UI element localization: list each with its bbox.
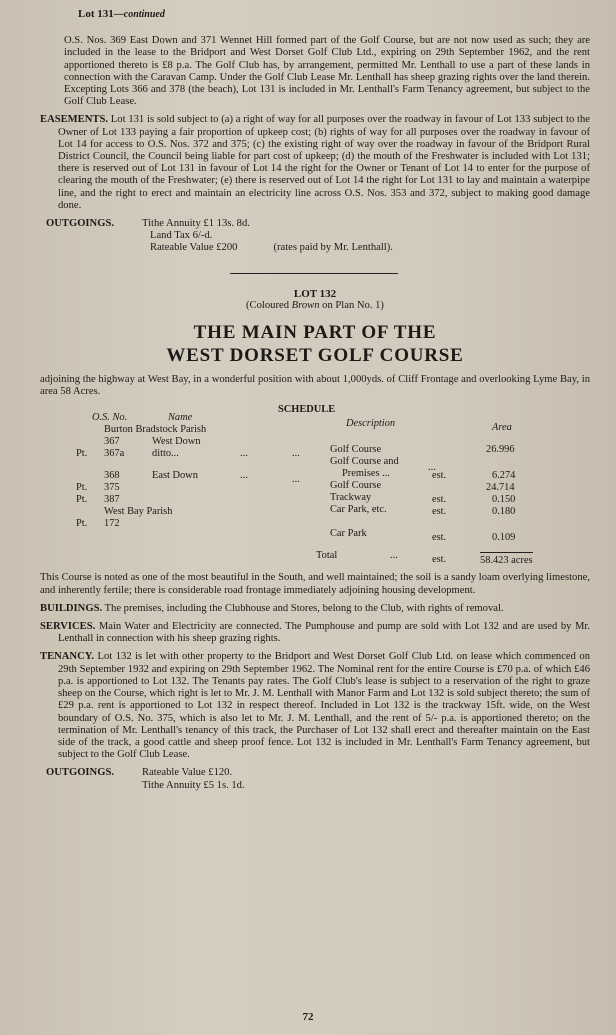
col-area: Area <box>492 422 512 434</box>
description: Golf Course and <box>330 456 399 468</box>
area: 0.180 <box>492 506 516 518</box>
area: 26.996 <box>486 444 515 456</box>
leader-dots: ... <box>428 462 436 474</box>
part-marker: Pt. <box>76 448 88 460</box>
os-no: 172 <box>104 518 120 530</box>
outgoings-lot132: OUTGOINGS. Rateable Value £120. Tithe Annuity £5 1s. 1d. <box>46 767 245 791</box>
field-name: West Down <box>152 436 201 448</box>
col-description: Description <box>346 418 396 430</box>
description: Premises ... <box>342 468 390 480</box>
leader-dots: ... <box>240 448 248 460</box>
part-marker: Pt. <box>76 518 88 530</box>
total-value: 58.423 acres <box>480 552 533 567</box>
area: 24.714 <box>486 482 515 494</box>
schedule-table <box>40 404 590 567</box>
os-no: 387 <box>104 494 120 506</box>
services-paragraph: SERVICES. Main Water and Electricity are connected. The Pumphouse and pump are sold with Lot 132 and are used by Mr. Lenthall in connection with his sheep grazing rights. <box>40 621 590 645</box>
leader-dots: ... <box>240 470 248 482</box>
leader-dots: ... <box>292 448 300 460</box>
part-marker: Pt. <box>76 482 88 494</box>
easements-paragraph: EASEMENTS. Lot 131 is sold subject to (a) a right of way for all purposes over the roadway in favour of Lot 133 subject to the Owner of Lot 133 paying a fair proportion of upkeep cost; (b) rights of way for all purposes over the roadway in favour of Lot 14 for access to O.S. Nos. 372 and 375; (c) the existing right of way over the roadway in favour of the Bridport Rural District Council, the Council being liable for part cost of upkeep; (d) the mouth of the Freshwater is included with Lot 131; there is reserved out of Lot 131 in favour of Lot 14 the right for the Owner or Tenant of Lot 14 to enter for the purpose of clearing the mouth of the Freshwater; (e) there is reserved out of Lot 14 the right for Lot 131 to lay and maintain a waterpipe line, and the right to erect and maintain an electricity line across O.S. Nos. 353 and 372, subject to making good damage done. <box>40 114 590 211</box>
os-no: 367 <box>104 436 120 448</box>
tenancy-paragraph: TENANCY. Lot 132 is let with other property to the Bridport and West Dorset Golf Club Ltd. on lease which commenced on 29th September 1932 and expiring on 29th September 1962. The Nominal rent for the entire Course is £70 p.a. of which £46 p.a. is apportioned to Lot 132. The Tenants pay rates. The Golf Club's lease is subject to a reservation of the right to graze sheep on the Course, which right is let to Mr. J. M. Lenthall with Manor Farm and Lot 132 is sold subject thereto; the sum of £29 p.a. rent is apportioned to Lot 132 in respect thereof. Included in Lot 132 is the trackway 15ft. wide, on the West boundary of O.S. No. 375, which is also let to Mr. J. M. Lenthall, and the rent of 5/- p.a. is apportioned thereto; on the termination of Mr. Lenthall's tenancy of this track, the Purchaser of Lot 132 shall erect and thereafter maintain on the East side of the track, a good cattle and sheep proof fence. Lot 132 is included in Mr. Lenthall's Farm Tenancy agreement, but subject to the Golf Club Lease. <box>40 651 590 761</box>
description: Car Park, etc. <box>330 504 387 516</box>
estimate-marker: est. <box>432 470 447 482</box>
area: 0.109 <box>492 532 516 544</box>
lot-title-line2: WEST DORSET GOLF COURSE <box>166 345 464 367</box>
estimate-marker: est. <box>432 532 447 544</box>
estimate-marker: est. <box>432 554 447 566</box>
outgoings-lot131: OUTGOINGS. Tithe Annuity £1 13s. 8d. Land Tax 6/-d. Rateable Value £200 (rates paid by Mr. Lenthall). <box>46 218 393 254</box>
area: 0.150 <box>492 494 516 506</box>
area: 6.274 <box>492 470 516 482</box>
col-os-no: O.S. No. <box>92 412 128 424</box>
col-name: Name <box>168 412 193 424</box>
course-note: This Course is noted as one of the most beautiful in the South, and well maintained; the soil is a sandy loam overlying limestone, and inherently fertile; there is considerable road frontage immediately adjoining housing development. <box>40 572 590 596</box>
lot-number: LOT 132 <box>293 287 337 300</box>
description: Trackway <box>330 492 372 504</box>
total-label: Total <box>316 550 338 562</box>
schedule-heading: SCHEDULE <box>278 404 336 416</box>
parish-label: West Bay Parish <box>104 506 173 518</box>
field-name: East Down <box>152 470 198 482</box>
section-divider <box>230 273 398 274</box>
lot131-paragraph: O.S. Nos. 369 East Down and 371 Wennet Hill formed part of the Golf Course, but are not now used as such; they are included in the lease to the Bridport and West Dorset Golf Club Ltd., expiring on 29th September 1962, and the rent apportioned thereto is £8 p.a. The Golf Club has, by arrangement, permitted Mr. Lenthall to use a part of these lands in connection with the Caravan Camp. Under the Golf Club Lease Mr. Lenthall has sheep grazing rights over the land therein. Excepting Lots 366 and 378 (the beach), Lot 131 is included in Mr. Lenthall's Farm Tenancy agreement, but subject to the Golf Club Lease. <box>64 35 590 108</box>
buildings-paragraph: BUILDINGS. The premises, including the Clubhouse and Stores, belong to the Club, with rights of removal. <box>40 602 504 614</box>
field-name: ditto... <box>152 448 179 460</box>
description: Golf Course <box>330 480 382 492</box>
lot-intro: adjoining the highway at West Bay, in a wonderful position with about 1,000yds. of Cliff Frontage and overlooking Lyme Bay, in area 58 Acres. <box>40 374 590 398</box>
description: Car Park <box>330 528 367 540</box>
os-no: 375 <box>104 482 120 494</box>
leader-dots: ... <box>390 550 398 562</box>
os-no: 368 <box>104 470 120 482</box>
os-no: 367a <box>104 448 125 460</box>
description: Golf Course <box>330 444 382 456</box>
lot-title-line1: THE MAIN PART OF THE <box>193 322 437 344</box>
plan-colour-note: (Coloured Brown on Plan No. 1) <box>246 299 384 311</box>
estimate-marker: est. <box>432 494 447 506</box>
parish-label: Burton Bradstock Parish <box>104 424 207 436</box>
page-number: 72 <box>302 1010 314 1023</box>
leader-dots: ... <box>292 474 300 486</box>
running-header: Lot 131—continued <box>78 8 165 20</box>
part-marker: Pt. <box>76 494 88 506</box>
estimate-marker: est. <box>432 506 447 518</box>
